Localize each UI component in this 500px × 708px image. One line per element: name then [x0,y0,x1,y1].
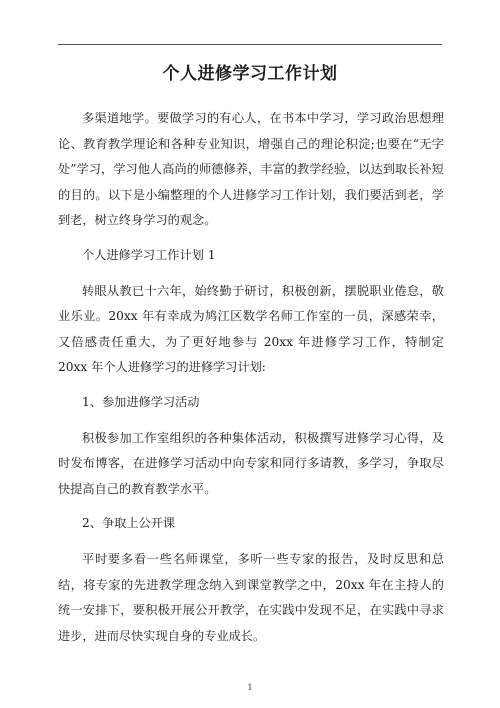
page-number: 1 [247,683,253,692]
section-heading: 个人进修学习工作计划 1 [82,247,216,262]
document-title: 个人进修学习工作计划 [162,64,338,84]
body-paragraph: 积极参加工作室组织的各种集体活动，积极撰写进修学习心得，及时发布博客，在进修学习活动中向专家和同行多请教，多学习，争取尽快提高自己的教育教学水平。 [58,430,444,496]
document-body [58,106,444,658]
body-paragraph: 转眼从教已十六年，始终勤于研讨，积极创新，摆脱职业倦怠，敬业乐业。20xx 年有幸成为鸠江区数学名师工作室的一员，深感荣幸，又倍感责任重大，为了更好地参与 20xx 年进修学习工作，特制定 20xx 年个人进修学习的进修学习计划: [58,283,444,375]
body-paragraph: 平时要多看一些名师课堂，多听一些专家的报告，及时反思和总结，将专家的先进教学理念纳入到课堂教学之中，20xx 年在主持人的统一安排下，要积极开展公开教学，在实践中发现不足，在实践中寻求进步，进而尽快实现自身的专业成长。 [58,551,444,643]
subsection-heading-2: 2、争取上公开课 [82,516,176,531]
header-rule [58,44,442,45]
subsection-heading-1: 1、参加进修学习活动 [82,394,200,409]
intro-paragraph: 多渠道地学。要做学习的有心人，在书本中学习，学习政治思想理论、教育教学理论和各种专业知识，增强自己的理论积淀;也要在“无字处”学习，学习他人高尚的师德修养，丰富的教学经验，以达到取长补短的目的。以下是小编整理的个人进修学习工作计划，我们要活到老，学到老，树立终身学习的观念。 [58,111,444,228]
